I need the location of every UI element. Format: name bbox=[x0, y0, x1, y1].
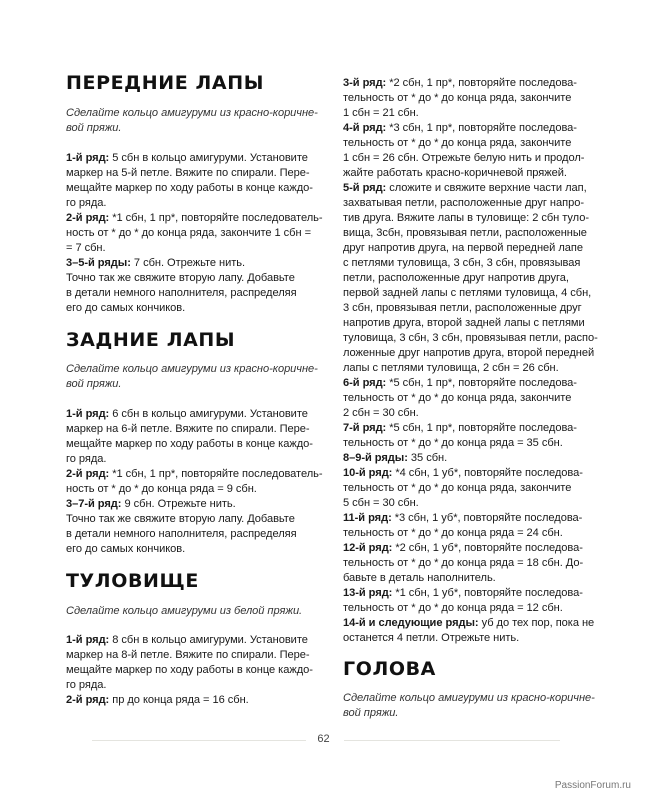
row-text: го ряда. bbox=[66, 453, 107, 465]
row-label: 12-й ряд: bbox=[343, 542, 393, 554]
row-text: тельность от * до * до конца ряда, закончите bbox=[343, 482, 572, 494]
row-text: с петлями туловища, 3 сбн, 3 сбн, провязывая bbox=[343, 257, 581, 269]
row-text: тельность от * до * до конца ряда = 12 сбн. bbox=[343, 602, 563, 614]
row-label: 6-й ряд: bbox=[343, 377, 387, 389]
hind-paws-note: Сделайте кольцо амигуруми из красно-коричне- bbox=[66, 363, 318, 375]
row-text: = 7 сбн. bbox=[66, 242, 106, 254]
row-label: 1-й ряд: bbox=[66, 634, 110, 646]
row-text: 1 сбн = 21 сбн. bbox=[343, 107, 419, 119]
row-11 bbox=[343, 511, 582, 526]
row-8-9 bbox=[343, 451, 447, 466]
row-label: 1-й ряд: bbox=[66, 408, 110, 420]
row-text: тельность от * до * до конца ряда = 35 сбн. bbox=[343, 437, 563, 449]
row-label: 4-й ряд: bbox=[343, 122, 387, 134]
hind-paws-row2 bbox=[66, 467, 323, 482]
row-text: мещайте маркер по ходу работы в конце каждо- bbox=[66, 664, 313, 676]
hind-paws-row3 bbox=[66, 497, 236, 512]
row-text: туловища, 3 сбн, 3 сбн, провязывая петли, распо- bbox=[343, 332, 598, 344]
row-text: сложите и свяжите верхние части лап, bbox=[389, 182, 587, 194]
body-row1 bbox=[66, 633, 308, 648]
row-text: 7 сбн. Отрежьте нить. bbox=[133, 257, 246, 269]
hind-paws-paragraph: в детали немного наполнителя, распределяя bbox=[66, 528, 297, 540]
row-text: *1 сбн, 1 пр*, повторяйте последователь- bbox=[112, 212, 323, 224]
front-paws-paragraph: его до самых кончиков. bbox=[66, 302, 186, 314]
row-text: напротив друга, второй задней лапы с петлями bbox=[343, 317, 585, 329]
row-text: *4 сбн, 1 уб*, повторяйте последова- bbox=[395, 467, 583, 479]
row-text: *5 сбн, 1 пр*, повторяйте последова- bbox=[389, 377, 577, 389]
head-note: Сделайте кольцо амигуруми из красно-коричне- bbox=[343, 692, 595, 704]
row-label: 7-й ряд: bbox=[343, 422, 387, 434]
row-7 bbox=[343, 421, 577, 436]
row-text: *3 сбн, 1 уб*, повторяйте последова- bbox=[394, 512, 583, 524]
row-text: петли, расположенные друг напротив друга, bbox=[343, 272, 569, 284]
row-text: го ряда. bbox=[66, 679, 107, 691]
row-label: 2-й ряд: bbox=[66, 468, 110, 480]
row-text: *5 сбн, 1 пр*, повторяйте последова- bbox=[389, 422, 577, 434]
row-text: *1 сбн, 1 пр*, повторяйте последователь- bbox=[112, 468, 323, 480]
row-6 bbox=[343, 376, 577, 391]
row-text: тельность от * до * до конца ряда, закончите bbox=[343, 137, 572, 149]
row-label: 2-й ряд: bbox=[66, 694, 110, 706]
head-note: вой пряжи. bbox=[343, 707, 399, 719]
row-10 bbox=[343, 466, 583, 481]
row-label: 10-й ряд: bbox=[343, 467, 393, 479]
row-14 bbox=[343, 616, 594, 631]
row-text: 5 сбн = 30 сбн. bbox=[343, 497, 419, 509]
row-text: первой задней лапы с петлями туловища, 4 сбн, bbox=[343, 287, 592, 299]
head-heading: ГОЛОВА bbox=[343, 658, 436, 680]
front-paws-note: вой пряжи. bbox=[66, 122, 122, 134]
row-text: пр до конца ряда = 16 сбн. bbox=[112, 694, 249, 706]
row-text: 6 сбн в кольцо амигуруми. Установите bbox=[112, 408, 308, 420]
row-text: 1 сбн = 26 сбн. Отрежьте белую нить и продол- bbox=[343, 152, 585, 164]
row-text: маркер на 8-й петле. Вяжите по спирали. Пере- bbox=[66, 649, 310, 661]
watermark: PassionForum.ru bbox=[554, 780, 631, 791]
front-paws-paragraph: в детали немного наполнителя, распределяя bbox=[66, 287, 297, 299]
row-4 bbox=[343, 121, 577, 136]
row-label: 1-й ряд: bbox=[66, 152, 110, 164]
row-label: 5-й ряд: bbox=[343, 182, 387, 194]
row-text: 2 сбн = 30 сбн. bbox=[343, 407, 419, 419]
body-heading: ТУЛОВИЩЕ bbox=[66, 570, 199, 592]
row-text: тив друга. Вяжите лапы в туловище: 2 сбн туло- bbox=[343, 212, 589, 224]
row-text: 35 сбн. bbox=[410, 452, 448, 464]
row-label: 2-й ряд: bbox=[66, 212, 110, 224]
row-text: тельность от * до * до конца ряда = 18 сбн. До- bbox=[343, 557, 584, 569]
hind-paws-paragraph: Точно так же свяжите вторую лапу. Добавьте bbox=[66, 513, 295, 525]
row-text: мещайте маркер по ходу работы в конце каждо- bbox=[66, 438, 313, 450]
row-label: 3-й ряд: bbox=[343, 77, 387, 89]
row-label: 14-й и следующие ряды: bbox=[343, 617, 479, 629]
row-13 bbox=[343, 586, 583, 601]
row-text: тельность от * до * до конца ряда, закончите bbox=[343, 392, 572, 404]
row-text: вища, 3сбн, провязывая петли, расположенные bbox=[343, 227, 587, 239]
row-text: *2 сбн, 1 уб*, повторяйте последова- bbox=[395, 542, 583, 554]
row-label: 3–7-й ряд: bbox=[66, 498, 122, 510]
row-text: *2 сбн, 1 пр*, повторяйте последова- bbox=[389, 77, 577, 89]
front-paws-note: Сделайте кольцо амигуруми из красно-коричне- bbox=[66, 107, 318, 119]
row-text: лапы с петлями туловища, 2 сбн = 26 сбн. bbox=[343, 362, 559, 374]
row-5 bbox=[343, 181, 587, 196]
front-paws-row1 bbox=[66, 151, 308, 166]
row-text: 8 сбн в кольцо амигуруми. Установите bbox=[112, 634, 308, 646]
row-12 bbox=[343, 541, 583, 556]
row-3 bbox=[343, 76, 577, 91]
row-text: бавьте в деталь наполнитель. bbox=[343, 572, 496, 584]
row-text: 9 сбн. Отрежьте нить. bbox=[124, 498, 236, 510]
row-text: уб до тех пор, пока не bbox=[481, 617, 595, 629]
body-note: Сделайте кольцо амигуруми из белой пряжи. bbox=[66, 605, 303, 617]
front-paws-paragraph: Точно так же свяжите вторую лапу. Добавьте bbox=[66, 272, 295, 284]
row-label: 11-й ряд: bbox=[343, 512, 392, 524]
row-text: маркер на 5-й петле. Вяжите по спирали. Пере- bbox=[66, 167, 310, 179]
row-text: маркер на 6-й петле. Вяжите по спирали. Пере- bbox=[66, 423, 310, 435]
row-label: 8–9-й ряды: bbox=[343, 452, 408, 464]
row-text: *1 сбн, 1 уб*, повторяйте последова- bbox=[395, 587, 583, 599]
front-paws-row2 bbox=[66, 211, 323, 226]
row-text: ность от * до * до конца ряда, закончите 1 сбн = bbox=[66, 227, 312, 239]
body-row2 bbox=[66, 693, 249, 708]
row-text: тельность от * до * до конца ряда, закончите bbox=[343, 92, 572, 104]
row-text: 5 сбн в кольцо амигуруми. Установите bbox=[112, 152, 308, 164]
hind-paws-heading: ЗАДНИЕ ЛАПЫ bbox=[66, 329, 236, 351]
page-number: 62 bbox=[317, 733, 330, 745]
hind-paws-note: вой пряжи. bbox=[66, 378, 122, 390]
row-text: 3 сбн, провязывая петли, расположенные друг bbox=[343, 302, 582, 314]
row-text: *3 сбн, 1 пр*, повторяйте последова- bbox=[389, 122, 577, 134]
front-paws-row3 bbox=[66, 256, 245, 271]
row-text: ность от * до * до конца ряда = 9 сбн. bbox=[66, 483, 257, 495]
row-text: ложенные друг напротив друга, второй передней bbox=[343, 347, 595, 359]
front-paws-heading: ПЕРЕДНИЕ ЛАПЫ bbox=[66, 72, 264, 94]
row-label: 3–5-й ряды: bbox=[66, 257, 131, 269]
hind-paws-row1 bbox=[66, 407, 308, 422]
row-text: тельность от * до * до конца ряда = 24 сбн. bbox=[343, 527, 563, 539]
row-text: останется 4 петли. Отрежьте нить. bbox=[343, 632, 520, 644]
row-text: мещайте маркер по ходу работы в конце каждо- bbox=[66, 182, 313, 194]
hind-paws-paragraph: его до самых кончиков. bbox=[66, 543, 186, 555]
row-text: друг напротив друга, на первой передней лапе bbox=[343, 242, 583, 254]
row-text: го ряда. bbox=[66, 197, 107, 209]
row-text: захватывая петли, расположенные друг напро- bbox=[343, 197, 584, 209]
row-label: 13-й ряд: bbox=[343, 587, 393, 599]
row-text: жайте работать красно-коричневой пряжей. bbox=[343, 167, 567, 179]
